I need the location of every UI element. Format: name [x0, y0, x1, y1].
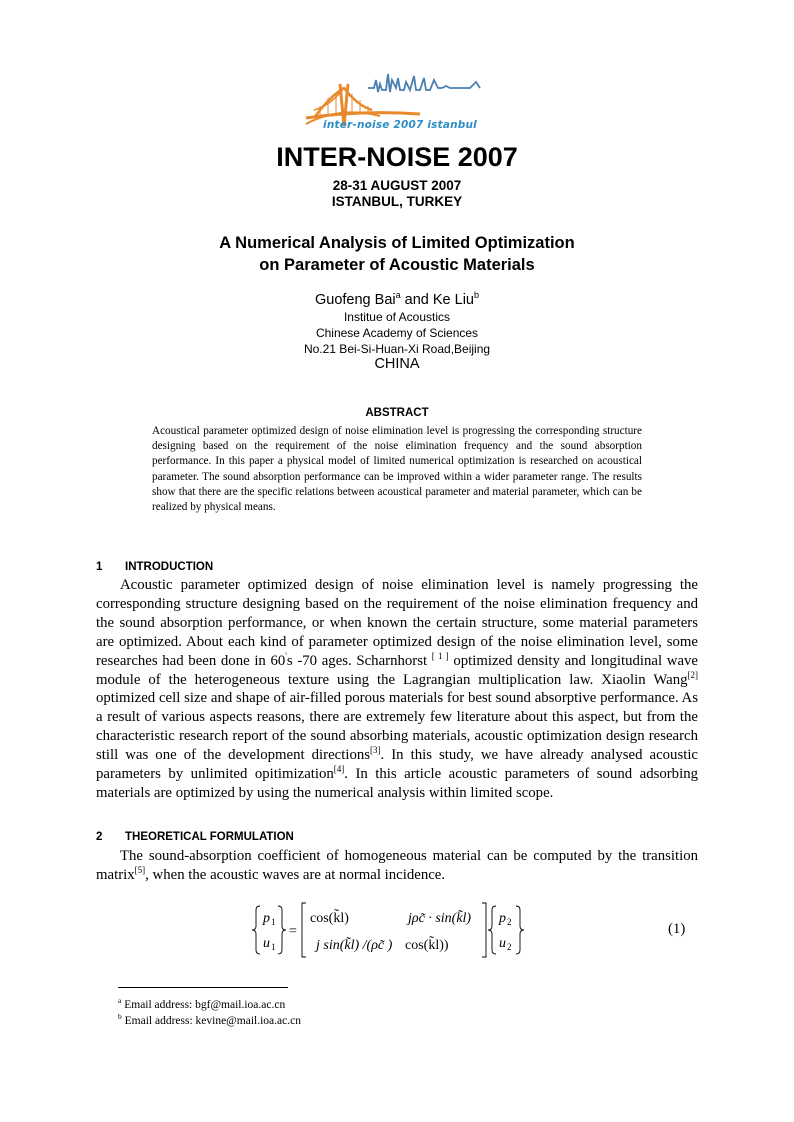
- citation-3: [3]: [370, 745, 381, 756]
- section-1-number: 1: [96, 561, 103, 573]
- lhs-brace-right: [278, 906, 286, 954]
- conference-title: INTER-NOISE 2007: [276, 142, 518, 172]
- paper-title-line-1: A Numerical Analysis of Limited Optimization: [219, 234, 575, 252]
- matrix-m22: cos(k̃l)): [405, 938, 449, 953]
- lhs-brace-left: [252, 906, 260, 954]
- author-join: and: [400, 291, 433, 308]
- rhs-brace-left: [488, 906, 496, 954]
- abstract-heading: ABSTRACT: [365, 407, 429, 419]
- section-1-title: INTRODUCTION: [125, 561, 214, 573]
- citation-1: [ 1 ]: [431, 650, 449, 661]
- intro-apostrophe: ': [285, 650, 287, 661]
- footnote-b: [118, 1012, 301, 1027]
- theory-text-2: , when the acoustic waves are at normal incidence.: [145, 866, 446, 883]
- section-2-paragraph: [96, 847, 698, 885]
- author-list: [0, 290, 794, 308]
- conference-date: 28-31 AUGUST 2007: [332, 178, 462, 193]
- section-2-title: THEORETICAL FORMULATION: [125, 831, 294, 843]
- footnote-b-mark: b: [118, 1012, 122, 1021]
- section-1-paragraph: [96, 576, 698, 803]
- rhs-top-sub: 2: [507, 917, 512, 927]
- lhs-top: p: [263, 911, 270, 926]
- intro-text-4: optimized cell size and shape of air-filled porous materials for best sound absorptive performance. As a result of various aspects reasons, there are extremely few literature about this aspect, but from the characteristic research report of the sound absorbing materials, acoustic optimization design research still was one of the development directions: [96, 690, 698, 764]
- matrix-bracket-right: [482, 903, 486, 957]
- citation-2: [2]: [687, 669, 698, 680]
- section-2-heading: [96, 831, 294, 843]
- author-2: Ke Liu: [432, 291, 474, 308]
- author-1: Guofeng Bai: [314, 291, 396, 308]
- equals-sign: =: [289, 924, 297, 939]
- citation-5: [5]: [134, 864, 146, 875]
- footnote-b-text: Email address: kevine@mail.ioa.ac.cn: [124, 1014, 301, 1027]
- footnote-a: [118, 996, 285, 1011]
- equation-number: (1): [668, 921, 686, 937]
- lhs-bottom: u: [263, 936, 270, 951]
- paper-title-line-2: on Parameter of Acoustic Materials: [259, 256, 535, 274]
- theory-text-1: The sound-absorption coefficient of homogeneous material can be computed by the transition matrix: [96, 848, 698, 883]
- matrix-m21: j sin(k̃l) /(ρc̃ ): [316, 938, 393, 953]
- rhs-top: p: [499, 911, 506, 926]
- author-2-mark: b: [474, 290, 480, 300]
- section-1-heading: [96, 561, 213, 573]
- matrix-m12: jρc̃ · sin(k̃l): [408, 911, 472, 926]
- author-country: CHINA: [374, 356, 420, 372]
- intro-text-3: optimized density and longitudinal wave module of the heterogeneous texture using the Lagrangian multiplication law. Xiaolin Wang: [96, 652, 698, 688]
- affiliation-line-3: No.21 Bei-Si-Huan-Xi Road,Beijing: [303, 342, 491, 356]
- rhs-bottom-sub: 2: [507, 942, 512, 952]
- abstract-text: Acoustical parameter optimized design of noise elimination level is progressing the corresponding structure designing based on the requirement of the noise elimination frequency and the sound absorption performance. In this paper a physical model of limited numerical optimization is researched on acoustical parameter. The sound absorption performance can be improved within a wider parameter range. The results show that there are the specific relations between acoustical parameter and material parameter, which can be realized by physical means.: [152, 425, 642, 514]
- conference-location: ISTANBUL, TURKEY: [331, 194, 463, 209]
- lhs-bottom-sub: 1: [271, 942, 276, 952]
- footnote-a-mark: a: [118, 996, 122, 1005]
- equation-1: [250, 900, 540, 960]
- matrix-bracket-left: [302, 903, 306, 957]
- skyline-waveform: [368, 74, 480, 92]
- matrix-m11: cos(k̃l): [310, 911, 349, 926]
- affiliation-line-2: Chinese Academy of Sciences: [315, 326, 479, 340]
- affiliation-line-1: Institue of Acoustics: [343, 310, 451, 324]
- paper-title: [0, 232, 794, 276]
- footnote-rule: [118, 987, 288, 988]
- section-2-number: 2: [96, 831, 103, 843]
- author-1-mark: a: [395, 290, 401, 300]
- lhs-top-sub: 1: [271, 917, 276, 927]
- footnote-a-text: Email address: bgf@mail.ioa.ac.cn: [124, 998, 286, 1011]
- rhs-bottom: u: [499, 936, 506, 951]
- intro-text-5: . In this study, we have already analysed acoustic parameters by unlimited opitimization: [96, 747, 698, 783]
- intro-text-6: . In this article acoustic parameters of sound adsorbing materials are optimized by using the numerical analysis within limited scope.: [96, 766, 698, 801]
- logo-caption: inter-noise 2007 istanbul: [323, 119, 477, 131]
- intro-text-2: s -70 ages. Scharnhorst: [286, 652, 428, 669]
- citation-4: [4]: [333, 764, 345, 775]
- rhs-brace-right: [516, 906, 524, 954]
- intro-text-1: Acoustic parameter optimized design of noise elimination level is namely progressing the corresponding structure designing based on the requirement of the noise elimination frequency and the sound absorption performance, or when known the certain structure, some material parameters are optimized. About each kind of parameter optimized design of the noise elimination level, some researches had been done in 60: [96, 577, 698, 669]
